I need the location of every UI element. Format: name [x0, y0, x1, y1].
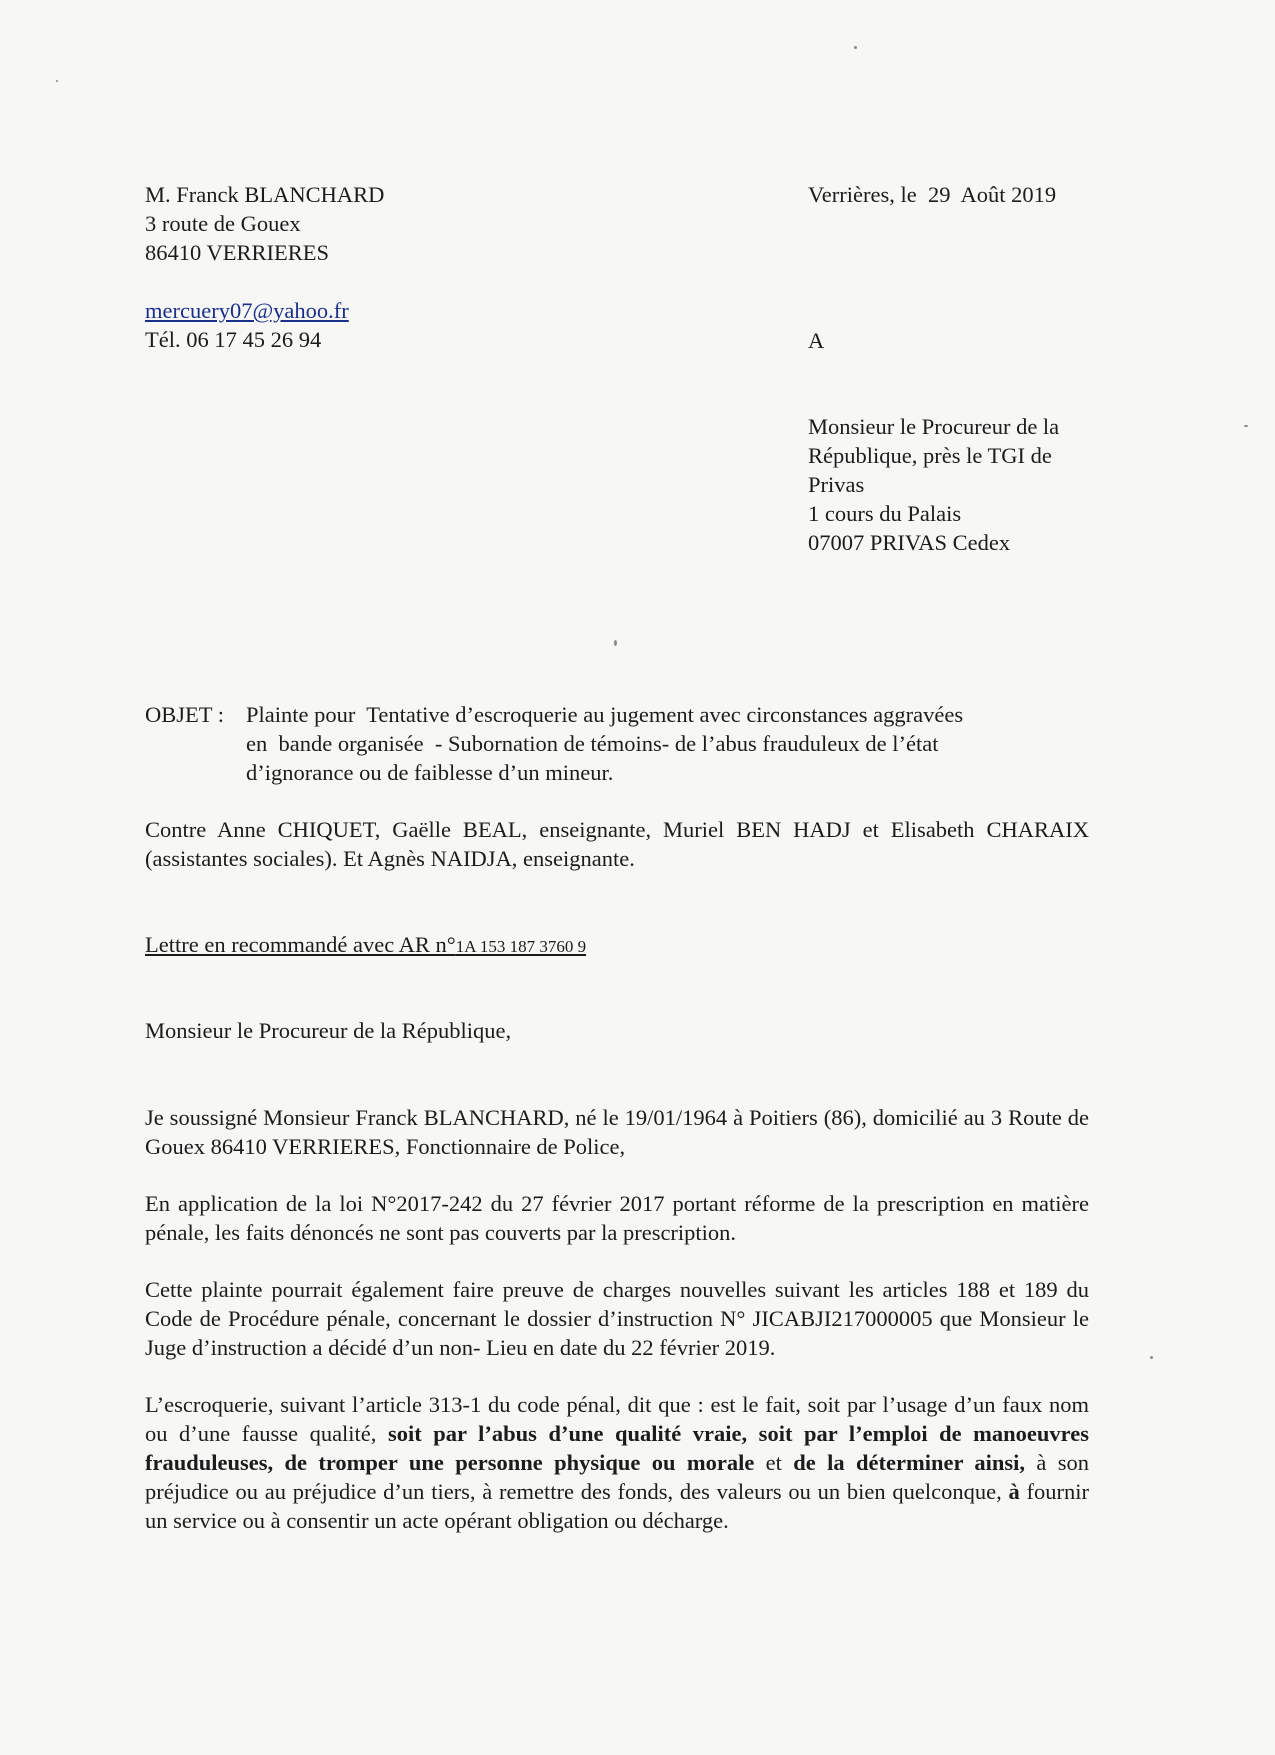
escroquerie-bold-2: de la déterminer ainsi, [793, 1450, 1026, 1475]
sender-street: 3 route de Gouex [145, 211, 301, 236]
scan-speck [56, 80, 58, 82]
paragraph-charges: Cette plainte pourrait également faire preuve de charges nouvelles suivant les articles 188 et 189 du Code de Procédure pénale, concernant le dossier d’instruction N° JICABJI217000005 que Monsieur le Juge d’instruction a décidé d’un non- Lieu en date du 22 février 2019. [145, 1277, 1089, 1360]
escroquerie-text-2: et [754, 1450, 794, 1475]
recipient-line-4: 1 cours du Palais [808, 501, 962, 526]
paragraph-prescription: En application de la loi N°2017-242 du 27 février 2017 portant réforme de la prescription en matière pénale, les faits dénoncés ne sont pas couverts par la prescription. [145, 1191, 1089, 1245]
recommande-text: Lettre en recommandé avec AR n° [145, 932, 456, 957]
objet-line-1: Plainte pour Tentative d’escroquerie au jugement avec circonstances aggravées [246, 702, 964, 727]
recipient-prefix: A [808, 328, 825, 353]
escroquerie-text-4: fournir un service ou à consentir un acte opérant obligation ou décharge. [145, 1479, 1090, 1533]
escroquerie-text-3: à son préjudice ou au préjudice d’un tiers, à remettre des fonds, des valeurs ou un bien quelconque, [145, 1450, 1089, 1504]
date-line: Verrières, le 29 Août 2019 [808, 182, 1057, 207]
recipient-line-2: République, près le TGI de [808, 443, 1052, 468]
escroquerie-bold-1: soit par l’abus d’une qualité vraie, soit par l’emploi de manoeuvres frauduleuses, de tromper une personne physique ou morale [145, 1421, 1089, 1475]
sender-name: M. Franck BLANCHARD [145, 182, 385, 207]
recommande-number: 1A 153 187 3760 9 [455, 937, 587, 956]
recipient-line-3: Privas [808, 472, 865, 497]
sender-email-link[interactable]: mercuery07@yahoo.fr [145, 298, 349, 323]
scan-speck [1244, 425, 1248, 427]
scan-speck [854, 46, 857, 49]
objet-line-2: en bande organisée - Subornation de témoins- de l’abus frauduleux de l’état [246, 731, 939, 756]
recipient-line-5: 07007 PRIVAS Cedex [808, 530, 1011, 555]
paragraph-escroquerie [145, 1390, 1089, 1535]
sender-phone: Tél. 06 17 45 26 94 [145, 327, 322, 352]
objet-line-3: d’ignorance ou de faiblesse d’un mineur. [246, 760, 614, 785]
recipient-line-1: Monsieur le Procureur de la [808, 414, 1060, 439]
sender-city: 86410 VERRIERES [145, 240, 329, 265]
salutation: Monsieur le Procureur de la République, [145, 1018, 512, 1043]
contre-paragraph: Contre Anne CHIQUET, Gaëlle BEAL, enseignante, Muriel BEN HADJ et Elisabeth CHARAIX (assistantes sociales). Et Agnès NAIDJA, enseignante. [145, 817, 1089, 871]
paragraph-identity: Je soussigné Monsieur Franck BLANCHARD, né le 19/01/1964 à Poitiers (86), domicilié au 3 Route de Gouex 86410 VERRIERES, Fonctionnaire de Police, [145, 1105, 1089, 1159]
escroquerie-bold-3: à [1008, 1479, 1020, 1504]
recommande-line [145, 930, 586, 961]
scan-speck [1150, 1356, 1153, 1359]
scan-speck [614, 640, 617, 646]
objet-label: OBJET : [145, 702, 224, 727]
escroquerie-text-1: L’escroquerie, suivant l’article 313-1 du code pénal, dit que : est le fait, soit par l’usage d’un faux nom ou d’une fausse qualité, [145, 1392, 1089, 1446]
